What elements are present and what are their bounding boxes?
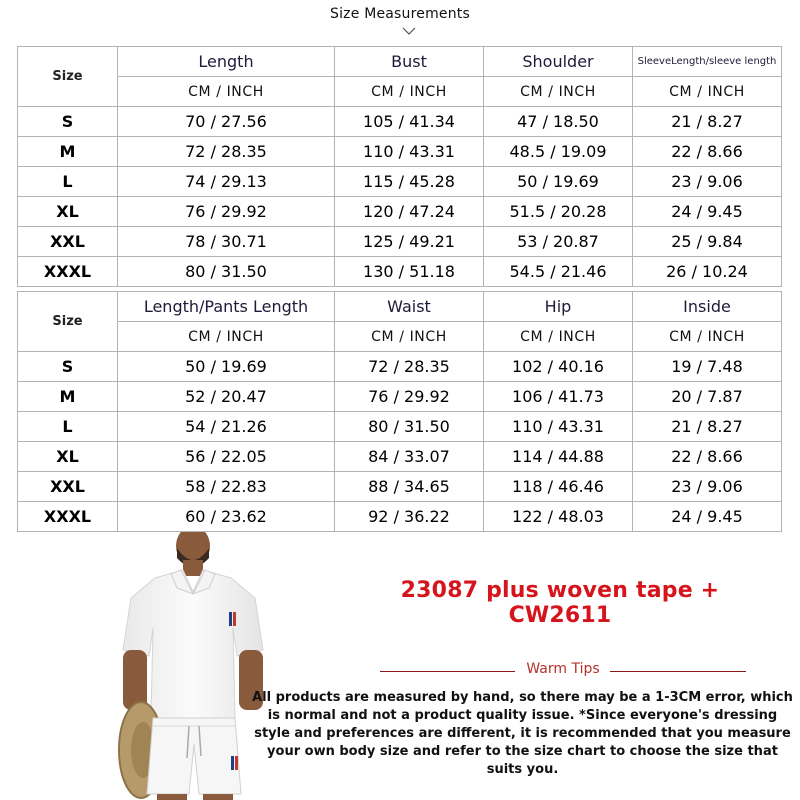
size-label: M <box>18 382 118 412</box>
unit-label: CM / INCH <box>335 322 484 352</box>
column-header-inside: Inside <box>633 292 782 322</box>
measurement-cell: 110 / 43.31 <box>484 412 633 442</box>
measurement-cell: 72 / 28.35 <box>335 352 484 382</box>
measurement-cell: 125 / 49.21 <box>335 227 484 257</box>
measurement-cell: 56 / 22.05 <box>118 442 335 472</box>
unit-label: CM / INCH <box>335 77 484 107</box>
measurement-cell: 84 / 33.07 <box>335 442 484 472</box>
measurement-cell: 110 / 43.31 <box>335 137 484 167</box>
column-header-length: Length <box>118 47 335 77</box>
measurement-cell: 21 / 8.27 <box>633 107 782 137</box>
measurement-cell: 60 / 23.62 <box>118 502 335 532</box>
page-title: Size Measurements <box>330 6 470 22</box>
measurement-cell: 76 / 29.92 <box>118 197 335 227</box>
measurement-cell: 20 / 7.87 <box>633 382 782 412</box>
measurement-cell: 23 / 9.06 <box>633 167 782 197</box>
measurement-cell: 106 / 41.73 <box>484 382 633 412</box>
unit-row <box>18 322 782 352</box>
size-label: XL <box>18 197 118 227</box>
table-row <box>18 227 782 257</box>
table-row <box>18 107 782 137</box>
table-row <box>18 382 782 412</box>
table-row <box>18 352 782 382</box>
column-header-sleeve-length: SleeveLength/sleeve length <box>633 47 782 77</box>
table-row <box>18 257 782 287</box>
measurement-cell: 88 / 34.65 <box>335 472 484 502</box>
measurement-cell: 48.5 / 19.09 <box>484 137 633 167</box>
header-row <box>18 47 782 77</box>
measurement-cell: 51.5 / 20.28 <box>484 197 633 227</box>
column-header-waist: Waist <box>335 292 484 322</box>
column-header-bust: Bust <box>335 47 484 77</box>
size-label: S <box>18 352 118 382</box>
measurement-cell: 74 / 29.13 <box>118 167 335 197</box>
table-row <box>18 442 782 472</box>
measurement-cell: 25 / 9.84 <box>633 227 782 257</box>
size-header: Size <box>18 292 118 352</box>
size-label: XXXL <box>18 257 118 287</box>
measurement-cell: 24 / 9.45 <box>633 502 782 532</box>
measurement-cell: 105 / 41.34 <box>335 107 484 137</box>
bottom-size-table <box>17 291 782 532</box>
size-label: M <box>18 137 118 167</box>
measurement-cell: 54 / 21.26 <box>118 412 335 442</box>
unit-label: CM / INCH <box>484 322 633 352</box>
measurement-cell: 50 / 19.69 <box>118 352 335 382</box>
chevron-down-icon <box>402 26 416 36</box>
measurement-cell: 24 / 9.45 <box>633 197 782 227</box>
unit-label: CM / INCH <box>633 322 782 352</box>
warm-tips-title: Warm Tips <box>526 661 600 677</box>
measurement-cell: 72 / 28.35 <box>118 137 335 167</box>
measurement-cell: 92 / 36.22 <box>335 502 484 532</box>
table-row <box>18 412 782 442</box>
column-header-pants-length: Length/Pants Length <box>118 292 335 322</box>
measurement-cell: 130 / 51.18 <box>335 257 484 287</box>
measurement-cell: 21 / 8.27 <box>633 412 782 442</box>
header-row <box>18 292 782 322</box>
measurement-cell: 114 / 44.88 <box>484 442 633 472</box>
table-row <box>18 167 782 197</box>
size-header: Size <box>18 47 118 107</box>
size-label: XL <box>18 442 118 472</box>
divider <box>380 671 515 672</box>
measurement-cell: 58 / 22.83 <box>118 472 335 502</box>
measurement-cell: 19 / 7.48 <box>633 352 782 382</box>
measurement-cell: 122 / 48.03 <box>484 502 633 532</box>
unit-label: CM / INCH <box>484 77 633 107</box>
measurement-cell: 47 / 18.50 <box>484 107 633 137</box>
size-label: S <box>18 107 118 137</box>
table-row <box>18 472 782 502</box>
measurement-cell: 70 / 27.56 <box>118 107 335 137</box>
measurement-cell: 78 / 30.71 <box>118 227 335 257</box>
product-code: 23087 plus woven tape + CW2611 <box>400 578 720 628</box>
measurement-cell: 53 / 20.87 <box>484 227 633 257</box>
size-label: XXL <box>18 472 118 502</box>
measurement-cell: 115 / 45.28 <box>335 167 484 197</box>
unit-label: CM / INCH <box>118 322 335 352</box>
top-size-table <box>17 46 782 287</box>
table-row <box>18 197 782 227</box>
column-header-hip: Hip <box>484 292 633 322</box>
divider <box>610 671 746 672</box>
table-row <box>18 502 782 532</box>
size-label: XXXL <box>18 502 118 532</box>
unit-label: CM / INCH <box>633 77 782 107</box>
measurement-cell: 80 / 31.50 <box>118 257 335 287</box>
measurement-cell: 26 / 10.24 <box>633 257 782 287</box>
size-label: L <box>18 412 118 442</box>
measurement-cell: 22 / 8.66 <box>633 442 782 472</box>
measurement-cell: 102 / 40.16 <box>484 352 633 382</box>
measurement-cell: 54.5 / 21.46 <box>484 257 633 287</box>
table-row <box>18 137 782 167</box>
column-header-shoulder: Shoulder <box>484 47 633 77</box>
measurement-cell: 118 / 46.46 <box>484 472 633 502</box>
unit-label: CM / INCH <box>118 77 335 107</box>
measurement-cell: 80 / 31.50 <box>335 412 484 442</box>
measurement-cell: 52 / 20.47 <box>118 382 335 412</box>
measurement-cell: 50 / 19.69 <box>484 167 633 197</box>
measurement-cell: 22 / 8.66 <box>633 137 782 167</box>
measurement-cell: 120 / 47.24 <box>335 197 484 227</box>
measurement-cell: 76 / 29.92 <box>335 382 484 412</box>
unit-row <box>18 77 782 107</box>
measurement-cell: 23 / 9.06 <box>633 472 782 502</box>
size-label: XXL <box>18 227 118 257</box>
size-label: L <box>18 167 118 197</box>
warm-tips-text: All products are measured by hand, so there may be a 1-3CM error, which is normal and not a product quality issue. *Since everyone's dressing style and preferences are different, it is recommended that you measure your own body size and refer to the size chart to choose the size that suits you. <box>252 690 793 777</box>
